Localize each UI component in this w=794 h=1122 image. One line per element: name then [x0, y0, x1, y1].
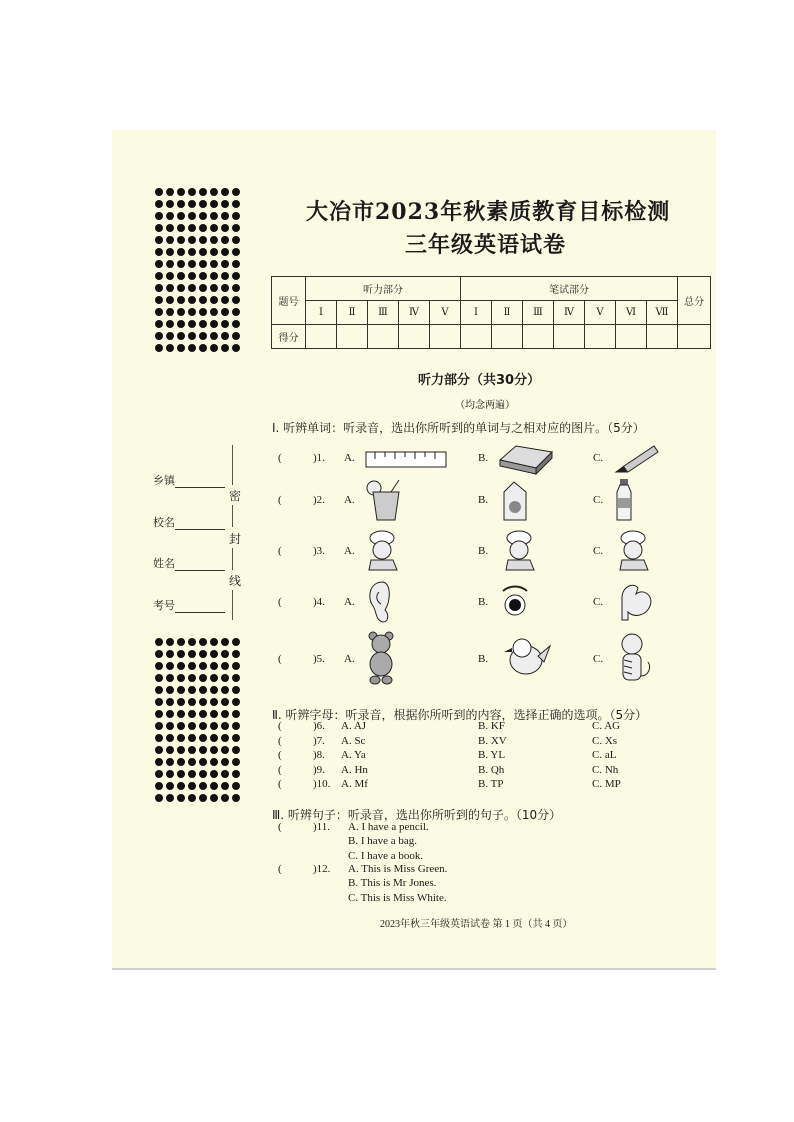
sentence-option: B. I have a bag.	[348, 835, 418, 848]
eye-icon	[500, 585, 530, 621]
option-b: B. XV	[478, 734, 507, 747]
option-a-label: A.	[344, 653, 355, 665]
dot-row	[155, 758, 245, 766]
option-b-label: B.	[478, 545, 489, 557]
dot-row	[155, 344, 245, 352]
question-number: )8.	[313, 749, 325, 761]
answer-paren: (	[278, 863, 282, 875]
question-number: )5.	[313, 653, 325, 665]
score-row-label: 得分	[272, 325, 306, 349]
dot-row	[155, 188, 245, 196]
question-number: )11.	[313, 821, 331, 833]
option-c-label: C.	[593, 545, 604, 557]
question-number: )9.	[313, 763, 325, 776]
field-name: 姓名	[153, 555, 225, 571]
field-town: 乡镇	[153, 472, 225, 488]
option-b-label: B.	[478, 452, 489, 464]
option-c-label: C.	[593, 452, 604, 464]
seal-line	[232, 548, 233, 570]
seal-line	[232, 505, 233, 527]
dot-row	[155, 284, 245, 292]
answer-paren: (	[278, 749, 282, 761]
dot-row	[155, 296, 245, 304]
answer-paren: (	[278, 734, 282, 747]
option-b: B. KF	[478, 720, 505, 732]
answer-paren: (	[278, 778, 282, 790]
listening-note: （均念两遍）	[455, 400, 515, 411]
dot-row	[155, 782, 245, 790]
chef-icon	[365, 530, 403, 572]
option-c-label: C.	[593, 596, 604, 608]
listening-heading: 听力部分（共30分）	[418, 373, 541, 388]
total-header: 总分	[678, 277, 711, 325]
option-b: B. Qh	[478, 763, 505, 776]
chef-icon	[616, 530, 656, 572]
option-a-label: A.	[344, 494, 355, 506]
option-a-label: A.	[344, 596, 355, 608]
col-label: Ⅱ	[337, 301, 368, 325]
dot-row	[155, 662, 245, 670]
seal-char: 封	[229, 532, 242, 546]
written-header: 笔试部分	[461, 277, 678, 301]
ear-icon	[365, 580, 391, 624]
dot-row	[155, 320, 245, 328]
exam-subtitle: 三年级英语试卷	[405, 232, 567, 258]
option-c: C. AG	[592, 720, 621, 732]
ruler-icon	[365, 450, 447, 470]
seal-char: 密	[229, 489, 242, 503]
dot-row	[155, 734, 245, 742]
dot-row	[155, 686, 245, 694]
dot-row	[155, 722, 245, 730]
seal-line	[232, 590, 233, 620]
option-a: A. Mf	[341, 778, 368, 790]
col-label: Ⅱ	[492, 301, 523, 325]
score-cell[interactable]	[399, 325, 430, 349]
score-cell[interactable]	[368, 325, 399, 349]
col-label: Ⅲ	[523, 301, 554, 325]
score-table	[271, 276, 711, 349]
answer-paren: (	[278, 653, 282, 665]
score-cell[interactable]	[647, 325, 678, 349]
section-2-heading: Ⅱ. 听辨字母：听录音，根据你所听到的内容，选择正确的选项。（5分）	[272, 708, 648, 722]
option-c-label: C.	[593, 494, 604, 506]
question-number: )2.	[313, 494, 325, 506]
question-number-label: 题号	[272, 277, 306, 325]
option-b-label: B.	[478, 596, 489, 608]
answer-paren: (	[278, 545, 282, 557]
dot-row	[155, 770, 245, 778]
dot-row	[155, 674, 245, 682]
option-a: A. Sc	[341, 734, 366, 747]
juice-glass-icon	[365, 478, 405, 522]
answer-paren: (	[278, 720, 282, 732]
sentence-option: B. This is Mr Jones.	[348, 877, 437, 890]
dot-row	[155, 236, 245, 244]
dot-row	[155, 638, 245, 646]
option-c: C. Xs	[592, 734, 618, 747]
dot-row	[155, 248, 245, 256]
score-cell[interactable]	[554, 325, 585, 349]
answer-paren: (	[278, 821, 282, 833]
col-label: Ⅰ	[461, 301, 492, 325]
eraser-icon	[498, 442, 554, 476]
option-c: C. Nh	[592, 763, 619, 776]
option-c-label: C.	[593, 653, 604, 665]
option-b: B. TP	[478, 778, 504, 790]
sentence-option: C. I have a book.	[348, 849, 424, 862]
col-label: Ⅴ	[430, 301, 461, 325]
dot-row	[155, 308, 245, 316]
sentence-option: C. This is Miss White.	[348, 891, 447, 904]
score-cell[interactable]	[585, 325, 616, 349]
arm-icon	[614, 580, 656, 624]
option-a-label: A.	[344, 452, 355, 464]
col-label: Ⅲ	[368, 301, 399, 325]
answer-paren: (	[278, 596, 282, 608]
dot-row	[155, 698, 245, 706]
sentence-option: A. This is Miss Green.	[348, 863, 448, 875]
milk-carton-icon	[500, 480, 530, 522]
field-exam-number: 考号	[153, 597, 225, 613]
question-number: )4.	[313, 596, 325, 608]
tiger-icon	[614, 632, 654, 688]
option-b-label: B.	[478, 494, 489, 506]
dot-row	[155, 746, 245, 754]
dot-row	[155, 332, 245, 340]
score-cell[interactable]	[306, 325, 337, 349]
section-3-heading: Ⅲ. 听辨句子：听录音，选出你所听到的句子。（10分）	[272, 808, 562, 822]
score-cell[interactable]	[616, 325, 647, 349]
crayon-icon	[614, 442, 660, 476]
answer-paren: (	[278, 452, 282, 464]
col-label: Ⅴ	[585, 301, 616, 325]
listening-header: 听力部分	[306, 277, 461, 301]
dot-row	[155, 272, 245, 280]
question-number: )10.	[313, 778, 331, 790]
seal-char: 线	[229, 574, 242, 588]
exam-title: 大冶市2023年秋素质教育目标检测	[306, 199, 671, 225]
score-cell[interactable]	[337, 325, 368, 349]
dot-row	[155, 710, 245, 718]
option-b: B. YL	[478, 749, 506, 761]
binding-dots-bottom	[155, 638, 245, 802]
question-number: )7.	[313, 734, 325, 747]
score-cell[interactable]	[678, 325, 711, 349]
option-c: C. MP	[592, 778, 621, 790]
option-a-label: A.	[344, 545, 355, 557]
dot-row	[155, 794, 245, 802]
field-school: 校名	[153, 514, 225, 530]
option-b-label: B.	[478, 653, 489, 665]
binding-dots-top	[155, 188, 245, 352]
water-bottle-icon	[614, 478, 634, 522]
option-c: C. aL	[592, 749, 617, 761]
page-footer: 2023年秋三年级英语试卷 第 1 页（共 4 页）	[380, 919, 573, 930]
col-label: Ⅰ	[306, 301, 337, 325]
option-a: A. Hn	[341, 763, 368, 776]
dot-row	[155, 650, 245, 658]
chef-icon	[502, 530, 540, 572]
question-number: )3.	[313, 545, 325, 557]
dot-row	[155, 212, 245, 220]
bear-icon	[365, 630, 397, 686]
answer-paren: (	[278, 494, 282, 506]
dot-row	[155, 224, 245, 232]
option-a: A. AJ	[341, 720, 367, 732]
question-number: )6.	[313, 720, 325, 732]
col-label: Ⅳ	[554, 301, 585, 325]
dot-row	[155, 260, 245, 268]
dot-row	[155, 200, 245, 208]
question-number: )1.	[313, 452, 325, 464]
score-cell[interactable]	[523, 325, 554, 349]
bird-icon	[500, 632, 552, 680]
col-label: Ⅶ	[647, 301, 678, 325]
question-number: )12.	[313, 863, 331, 875]
sentence-option: A. I have a pencil.	[348, 821, 429, 833]
score-cell[interactable]	[461, 325, 492, 349]
score-cell[interactable]	[430, 325, 461, 349]
option-a: A. Ya	[341, 749, 366, 761]
score-cell[interactable]	[492, 325, 523, 349]
seal-line	[232, 445, 233, 485]
col-label: Ⅵ	[616, 301, 647, 325]
answer-paren: (	[278, 763, 282, 776]
scan-edge	[112, 968, 716, 970]
section-1-heading: Ⅰ. 听辨单词：听录音，选出你所听到的单词与之相对应的图片。（5分）	[272, 421, 645, 435]
col-label: Ⅳ	[399, 301, 430, 325]
